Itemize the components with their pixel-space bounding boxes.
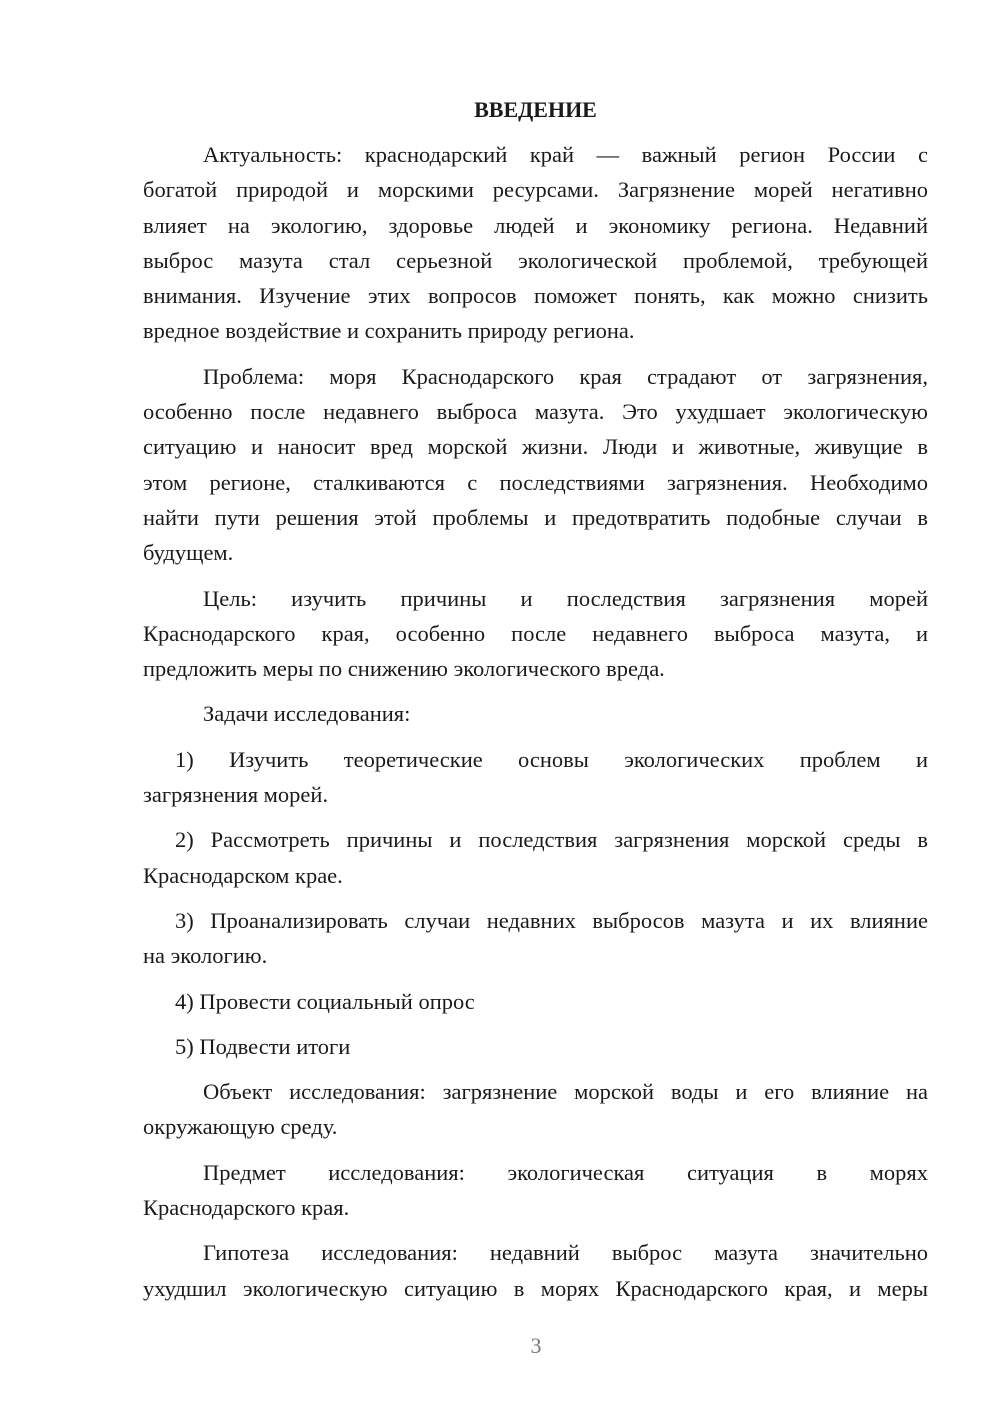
text-line: Гипотеза исследования: недавний выброс мазута значительно — [203, 1240, 928, 1266]
document-page — [143, 92, 928, 1306]
text-line: Цель: изучить причины и последствия загрязнения морей — [203, 585, 928, 611]
paragraph — [143, 1074, 928, 1145]
text-line: предложить меры по снижению экологического вреда. — [143, 656, 665, 682]
paragraph — [143, 137, 928, 349]
task-list-item — [143, 742, 928, 813]
text-line: Краснодарского края, особенно после недавнего выброса мазута, и — [143, 620, 928, 646]
text-line: особенно после недавнего выброса мазута. Это ухудшает экологическую — [143, 399, 928, 425]
text-line: Краснодарского края. — [143, 1195, 350, 1221]
text-line: Предмет исследования: экологическая ситуация в морях — [203, 1159, 928, 1185]
task-list-item — [143, 822, 928, 893]
paragraph — [143, 1155, 928, 1226]
text-line: 5) Подвести итоги — [175, 1033, 351, 1059]
text-line: внимания. Изучение этих вопросов поможет понять, как можно снизить — [143, 283, 928, 309]
section-heading: ВВЕДЕНИЕ — [474, 97, 597, 122]
text-line: влияет на экологию, здоровье людей и экономику региона. Недавний — [143, 212, 928, 238]
text-line: 4) Провести социальный опрос — [175, 988, 475, 1014]
text-line: Объект исследования: загрязнение морской воды и его влияние на — [203, 1079, 928, 1105]
text-line: выброс мазута стал серьезной экологической проблемой, требующей — [143, 247, 928, 273]
text-line: загрязнения морей. — [143, 782, 329, 808]
text-line: богатой природой и морскими ресурсами. Загрязнение морей негативно — [143, 177, 928, 203]
document-body — [143, 137, 928, 1306]
text-line: Краснодарском крае. — [143, 862, 343, 888]
task-list-item — [143, 903, 928, 974]
text-line: 3) Проанализировать случаи недавних выбросов мазута и их влияние — [175, 907, 928, 933]
text-line: будущем. — [143, 540, 234, 566]
task-list-item — [143, 984, 928, 1019]
text-line: 1) Изучить теоретические основы экологических проблем и — [175, 746, 928, 772]
text-line: ситуацию и наносит вред морской жизни. Люди и животные, живущие в — [143, 434, 928, 460]
text-line: окружающую среду. — [143, 1114, 338, 1140]
paragraph — [143, 696, 928, 731]
text-line: на экологию. — [143, 943, 268, 969]
paragraph — [143, 359, 928, 571]
text-line: Актуальность: краснодарский край — важный регион России с — [203, 142, 928, 167]
text-line: этом регионе, сталкиваются с последствиями загрязнения. Необходимо — [143, 469, 928, 495]
text-line: Задачи исследования: — [203, 701, 411, 727]
text-line: 2) Рассмотреть причины и последствия загрязнения морской среды в — [175, 827, 928, 853]
paragraph — [143, 581, 928, 687]
text-line: найти пути решения этой проблемы и предотвратить подобные случаи в — [143, 504, 928, 530]
paragraph — [143, 1235, 928, 1306]
page-number: 3 — [530, 1333, 542, 1358]
text-line: Проблема: моря Краснодарского края страдают от загрязнения, — [203, 363, 928, 389]
task-list-item — [143, 1029, 928, 1064]
text-line: вредное воздействие и сохранить природу региона. — [143, 318, 635, 344]
text-line: ухудшил экологическую ситуацию в морях Краснодарского края, и меры — [143, 1275, 928, 1301]
